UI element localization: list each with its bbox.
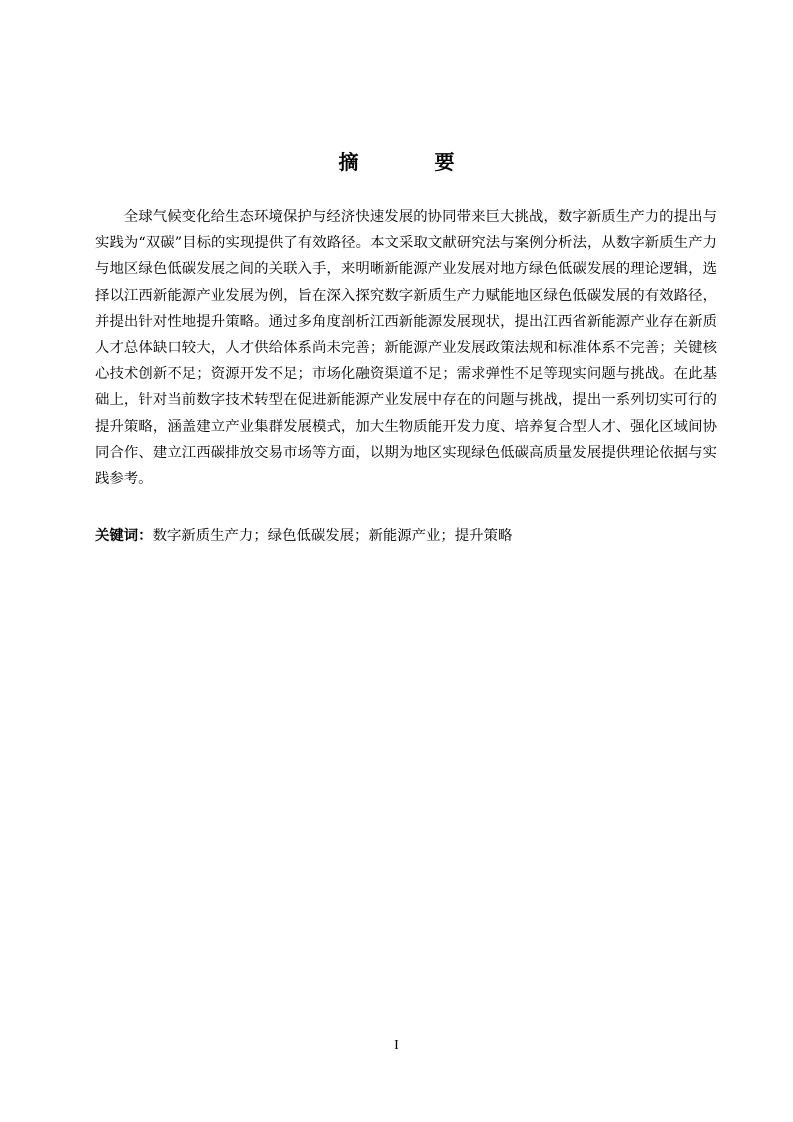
keywords-label: 关键词： — [95, 528, 153, 544]
keywords-text: 数字新质生产力；绿色低碳发展；新能源产业；提升策略 — [152, 528, 513, 544]
page-number: I — [394, 1038, 399, 1053]
keywords-line — [95, 523, 717, 549]
abstract-heading: 摘 要 — [338, 150, 483, 174]
abstract-body: 全球气候变化给生态环境保护与经济快速发展的协同带来巨大挑战，数字新质生产力的提出与实践为“双碳”目标的实现提供了有效路径。本文采取文献研究法与案例分析法，从数字新质生产力与地区绿色低碳发展之间的关联入手，来明晰新能源产业发展对地方绿色低碳发展的理论逻辑，选择以江西新能源产业发展为例，旨在深入探究数字新质生产力赋能地区绿色低碳发展的有效路径，并提出针对性地提升策略。通过多角度剖析江西新能源发展现状，提出江西省新能源产业存在新质人才总体缺口较大，人才供给体系尚未完善；新能源产业发展政策法规和标准体系不完善；关键核心技术创新不足；资源开发不足；市场化融资渠道不足；需求弹性不足等现实问题与挑战。在此基础上，针对当前数字技术转型在促进新能源产业发展中存在的问题与挑战，提出一系列切实可行的提升策略，涵盖建立产业集群发展模式，加大生物质能开发力度、培养复合型人才、强化区域间协同合作、建立江西碳排放交易市场等方面，以期为地区实现绿色低碳高质量发展提供理论依据与实践参考。 — [95, 209, 717, 488]
